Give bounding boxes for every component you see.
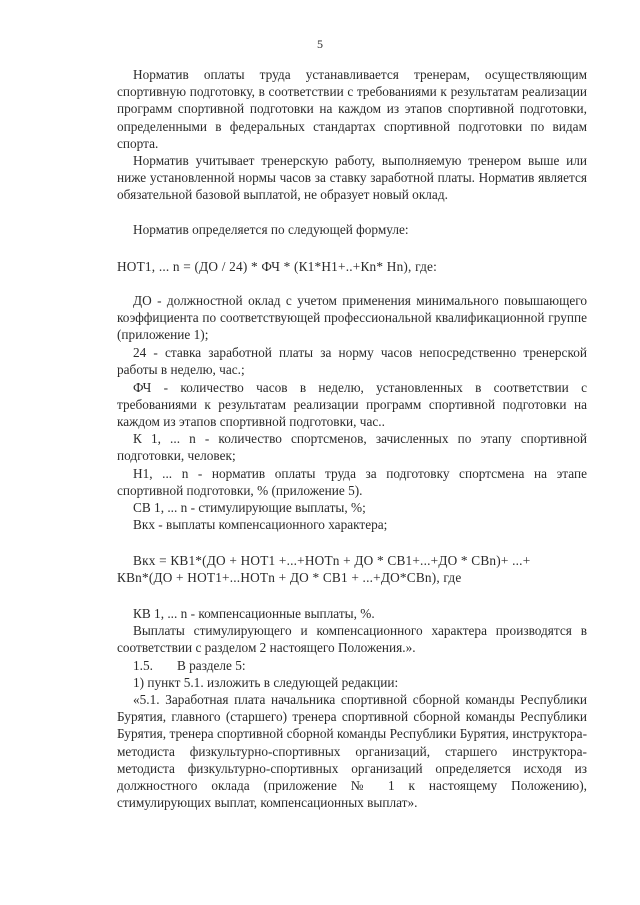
definition-k: К 1, ... n - количество спортсменов, зачисленных по этапу спортивной подготовки, человек; xyxy=(117,431,587,464)
sub-item-5-1: 1) пункт 5.1. изложить в следующей редакции: xyxy=(133,675,399,690)
definition-24: 24 - ставка заработной платы за норму часов непосредственно тренерской работы в неделю, час.; xyxy=(117,345,587,378)
formula-vkh-line-1: Вкх = КВ1*(ДО + НОТ1 +...+НОТn + ДО * СВ1+...+ДО * СВn)+ ...+ xyxy=(133,553,531,568)
definition-vkh: Вкх - выплаты компенсационного характера; xyxy=(133,517,388,532)
paragraph-formula-intro: Норматив определяется по следующей формуле: xyxy=(133,222,409,237)
item-number: 1.5. xyxy=(133,658,153,673)
definition-sv: СВ 1, ... n - стимулирующие выплаты, %; xyxy=(133,500,366,515)
definition-kv: КВ 1, ... n - компенсационные выплаты, %. xyxy=(133,606,375,621)
paragraph-norm-established: Норматив оплаты труда устанавливается тренерам, осуществляющим спортивную подготовку, в соответствии с требованиями к результатам реализации программ спортивной подготовки на каждом из этапов спортивной подготовки, определенными в федеральных стандартах спортивной подготовки по видам спорта. xyxy=(117,67,587,151)
section-item-1-5 xyxy=(117,657,587,674)
formula-vkh-line-2: КВn*(ДО + НОТ1+...НОТn + ДО * СВ1 + ...+ДО*СВn), где xyxy=(117,570,462,585)
quote-paragraph-5-1: «5.1. Заработная плата начальника спортивной сборной команды Республики Бурятия, главного (старшего) тренера спортивной сборной команды Республики Бурятия, тренера спортивной сборной команды Республики Бурятия, инструктора-методиста физкультурно-спортивных организаций, старшего инструктора-методиста физкультурно-спортивных организаций определяется исходя из должностного оклада (приложение № 1 к настоящему Положению), стимулирующих выплат, компенсационных выплат». xyxy=(117,692,587,811)
paragraph-payments: Выплаты стимулирующего и компенсационного характера производятся в соответствии с разделом 2 настоящего Положения.». xyxy=(117,623,587,656)
formula-not: НОТ1, ... n = (ДО / 24) * ФЧ * (К1*Н1+..+Кn* Нn), где: xyxy=(117,259,438,274)
page-number: 5 xyxy=(317,37,323,51)
definition-n: Н1, ... n - норматив оплаты труда за подготовку спортсмена на этапе спортивной подготовки, % (приложение 5). xyxy=(117,466,587,499)
paragraph-norm-accounts: Норматив учитывает тренерскую работу, выполняемую тренером выше или ниже установленной нормы часов за ставку заработной платы. Норматив является обязательной базовой выплатой, не образует новый оклад. xyxy=(117,153,587,203)
definition-fch: ФЧ - количество часов в неделю, установленных в соответствии с требованиями к результатам реализации программ спортивной подготовки на каждом из этапов спортивной подготовки, час.. xyxy=(117,380,587,430)
definition-do: ДО - должностной оклад с учетом применения минимального повышающего коэффициента по соответствующей профессиональной квалификационной группе (приложение 1); xyxy=(117,293,587,343)
item-text: В разделе 5: xyxy=(176,658,246,673)
